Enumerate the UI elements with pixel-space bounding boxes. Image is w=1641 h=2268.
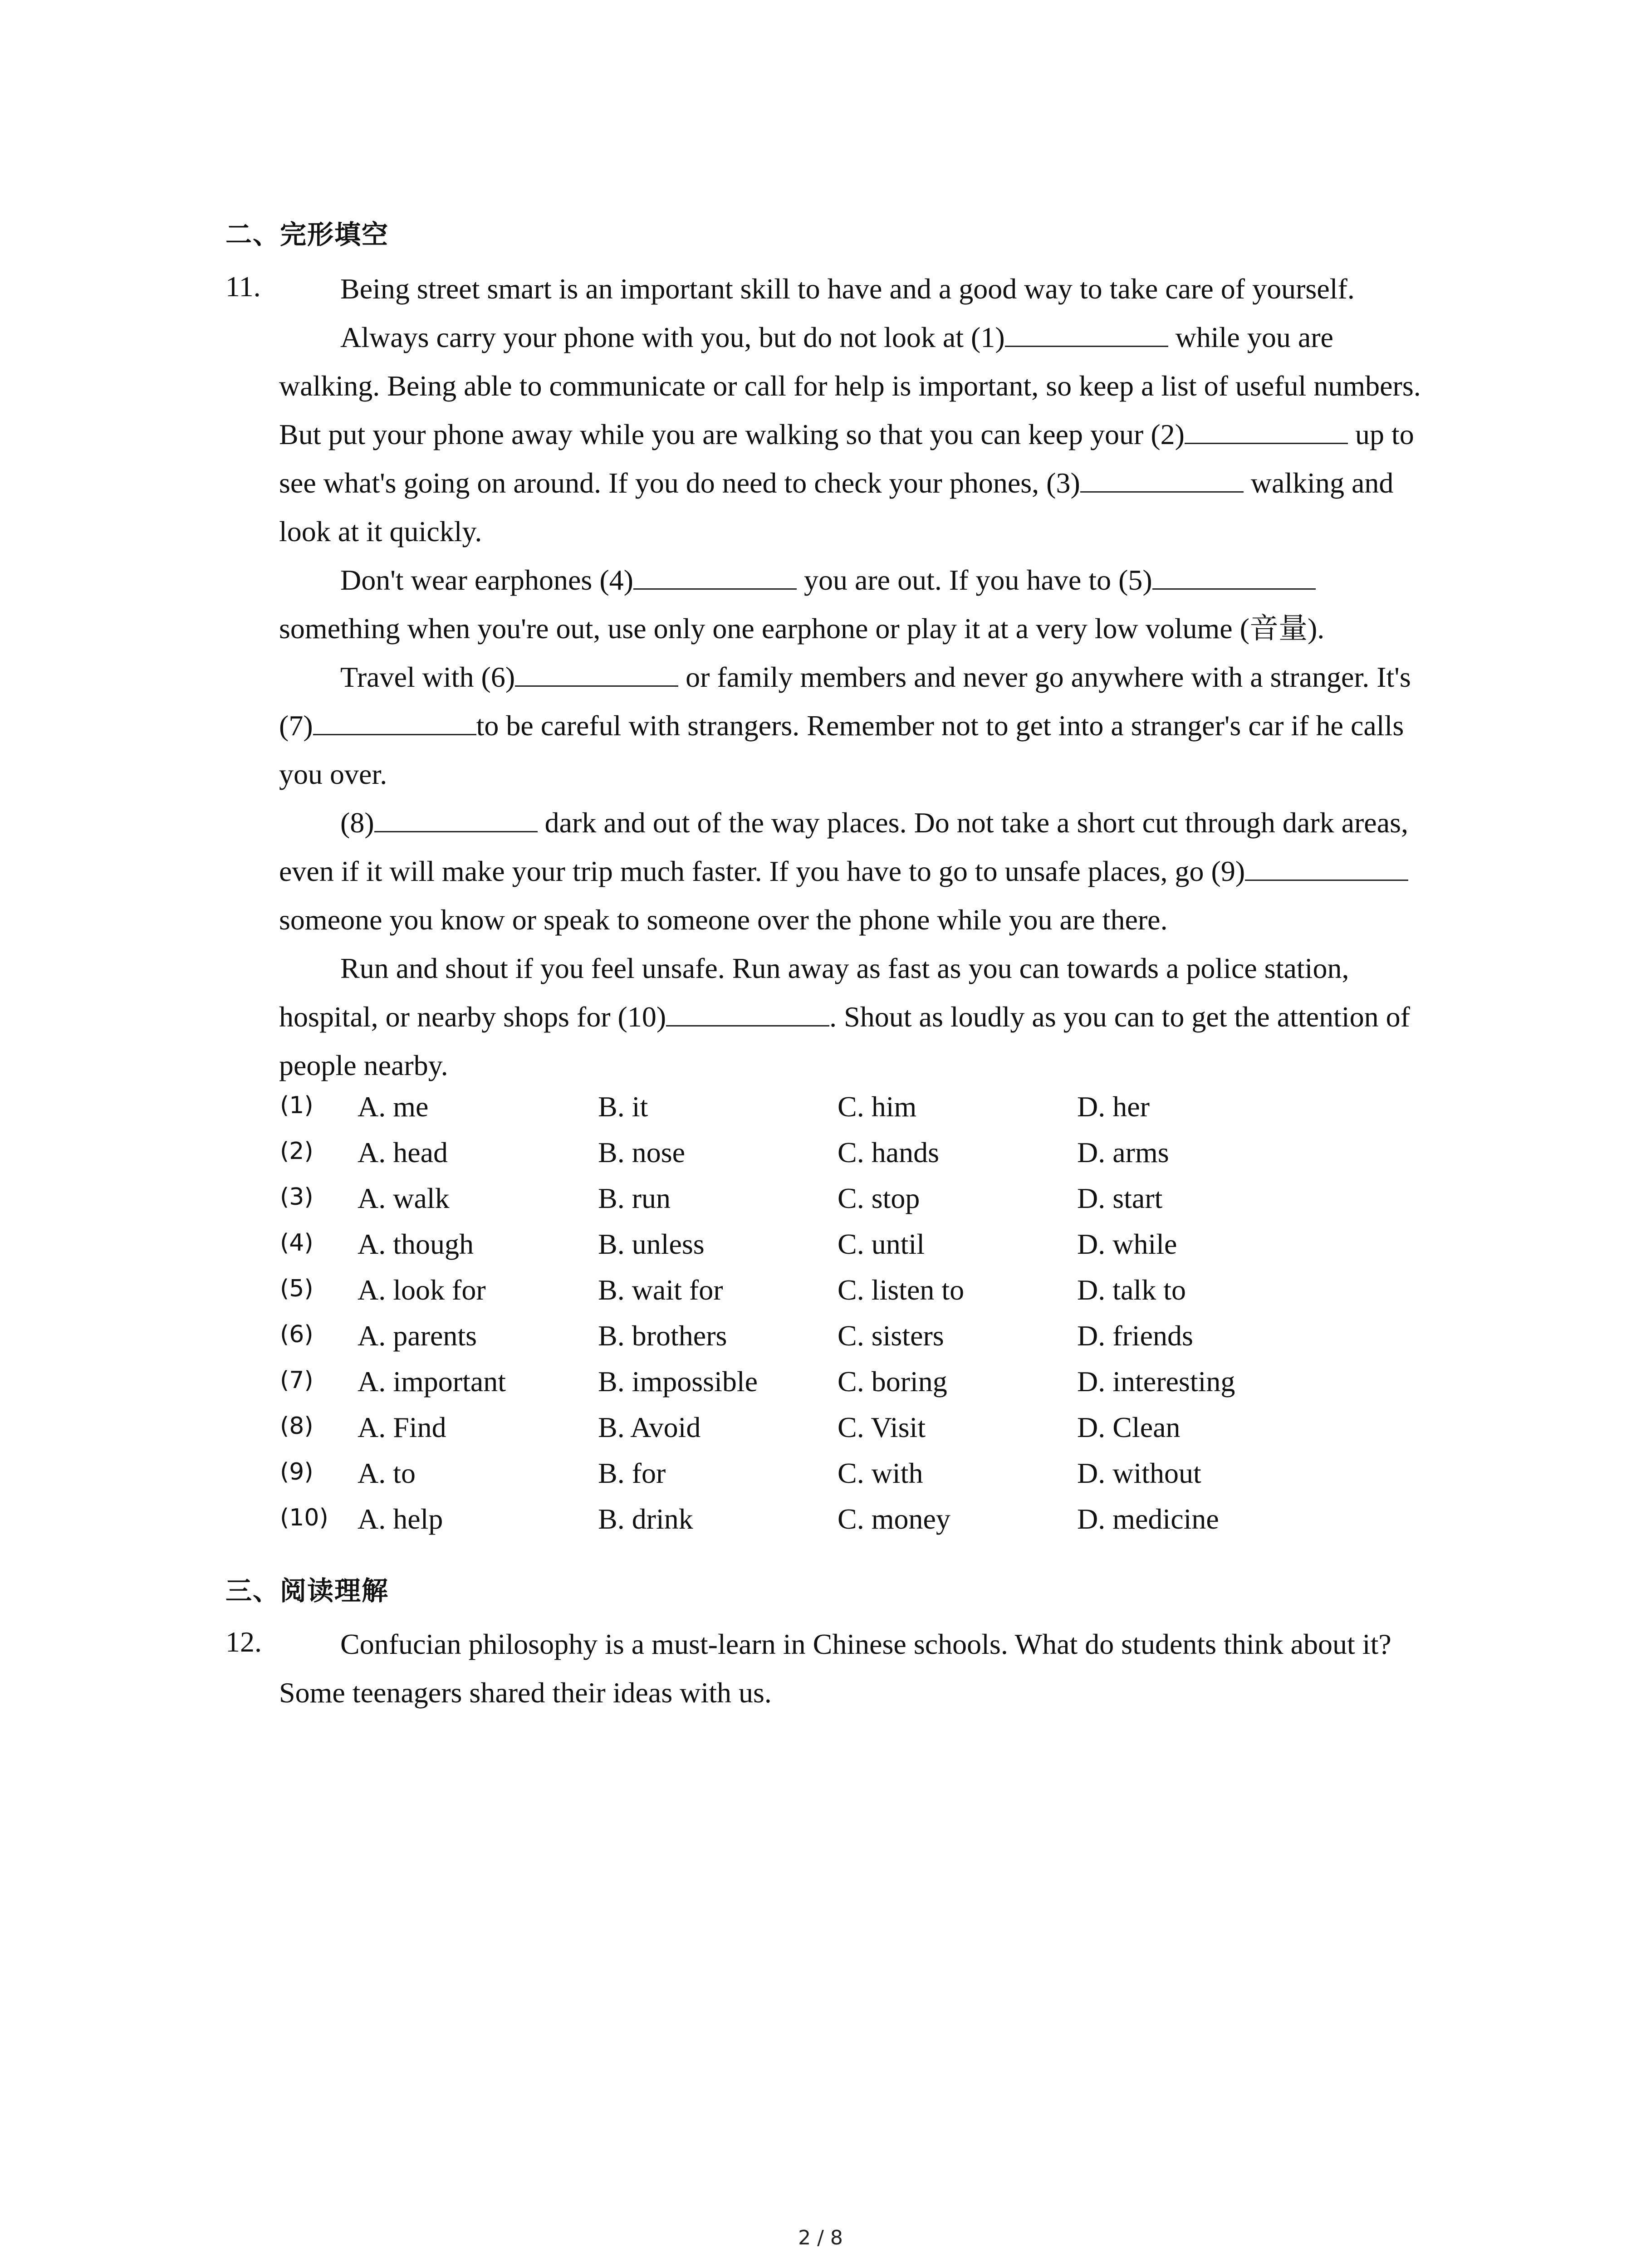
passage-text: to be careful with strangers. Remember not to get into a stranger's car if he calls you over. [279,709,1404,790]
option-row-8 [0,1411,1641,1456]
option-b[interactable]: B. unless [598,1228,705,1260]
answer-blank-9[interactable] [1245,850,1408,881]
passage-text: Always carry your phone with you, but do not look at (1) [340,321,1005,353]
option-d[interactable]: D. talk to [1077,1274,1186,1306]
passage-text: Don't wear earphones (4) [340,564,633,596]
option-number: (3) [280,1183,314,1211]
passage-paragraph-1 [279,264,1440,313]
option-c[interactable]: C. Visit [838,1411,926,1443]
option-row-10 [0,1502,1641,1548]
option-b[interactable]: B. nose [598,1136,685,1168]
answer-blank-6[interactable] [515,655,678,687]
passage-paragraph-3 [279,556,1440,653]
option-c[interactable]: C. with [838,1457,923,1489]
option-row-9 [0,1457,1641,1502]
option-row-5 [0,1273,1641,1319]
passage-text: someone you know or speak to someone over the phone while you are there. [279,904,1168,936]
section-heading-cloze: 二、完形填空 [225,219,389,250]
option-d[interactable]: D. interesting [1077,1365,1235,1398]
option-b[interactable]: B. impossible [598,1365,758,1398]
answer-blank-7[interactable] [313,704,476,735]
option-a[interactable]: A. Find [358,1411,446,1443]
passage-paragraph-6 [279,944,1440,1090]
passage-text: . Shout as loudly as you can to get the attention of people nearby. [279,1001,1410,1081]
option-number: (6) [280,1321,314,1348]
option-b[interactable]: B. for [598,1457,666,1489]
option-c[interactable]: C. stop [838,1182,920,1214]
option-row-6 [0,1319,1641,1364]
option-row-1 [0,1090,1641,1135]
option-number: (9) [280,1458,314,1486]
passage-text: Run and shout if you feel unsafe. Run away as fast as you can towards a police station, hospital, or nearby shops for (10) [279,952,1349,1033]
answer-blank-8[interactable] [374,801,538,832]
option-a[interactable]: A. me [358,1090,429,1123]
option-d[interactable]: D. friends [1077,1320,1193,1352]
passage-paragraph-2 [279,313,1440,556]
page-number: 2 / 8 [798,2226,843,2249]
option-b[interactable]: B. brothers [598,1320,727,1352]
answer-blank-10[interactable] [666,995,829,1026]
passage-text: dark and out of the way places. Do not take a short cut through dark areas, even if it will make your trip much faster. If you have to go to unsafe places, go (9) [279,807,1408,887]
option-a[interactable]: A. to [358,1457,416,1489]
option-row-3 [0,1182,1641,1227]
option-b[interactable]: B. drink [598,1503,693,1535]
option-number: (8) [280,1413,314,1440]
option-a[interactable]: A. walk [358,1182,450,1214]
option-c[interactable]: C. until [838,1228,925,1260]
option-d[interactable]: D. her [1077,1090,1150,1123]
answer-blank-2[interactable] [1185,413,1348,444]
option-b[interactable]: B. wait for [598,1274,723,1306]
answer-blank-1[interactable] [1005,316,1168,347]
passage-text: (8) [340,807,374,839]
passage-text: Being street smart is an important skill to have and a good way to take care of yourself. [340,273,1355,305]
option-number: (4) [280,1229,314,1256]
option-d[interactable]: D. start [1077,1182,1163,1214]
option-d[interactable]: D. Clean [1077,1411,1181,1443]
option-row-4 [0,1227,1641,1273]
option-c[interactable]: C. listen to [838,1274,965,1306]
option-number: (1) [280,1092,314,1119]
option-d[interactable]: D. arms [1077,1136,1169,1168]
passage-text: or family members and never go anywhere with a stranger. It's (7) [279,661,1411,742]
section-heading-reading: 三、阅读理解 [225,1575,389,1606]
option-c[interactable]: C. boring [838,1365,947,1398]
option-c[interactable]: C. him [838,1090,917,1123]
option-row-2 [0,1136,1641,1181]
option-c[interactable]: C. sisters [838,1320,944,1352]
option-row-7 [0,1365,1641,1410]
cloze-passage [279,264,1440,1090]
option-number: (7) [280,1367,314,1394]
answer-blank-3[interactable] [1080,461,1244,493]
passage-paragraph-4 [279,653,1440,798]
option-b[interactable]: B. Avoid [598,1411,701,1443]
passage-text: walking and look at it quickly. [279,467,1394,547]
question-number-11: 11. [225,270,261,303]
option-a[interactable]: A. help [358,1503,443,1535]
option-b[interactable]: B. run [598,1182,671,1214]
option-c[interactable]: C. money [838,1503,950,1535]
option-b[interactable]: B. it [598,1090,648,1123]
option-d[interactable]: D. without [1077,1457,1201,1489]
option-number: (5) [280,1275,314,1302]
option-d[interactable]: D. while [1077,1228,1177,1260]
passage-paragraph-5 [279,798,1440,944]
option-a[interactable]: A. though [358,1228,474,1260]
passage-text: something when you're out, use only one earphone or play it at a very low volume (音量). [279,612,1325,645]
option-a[interactable]: A. head [358,1136,448,1168]
reading-intro [279,1620,1440,1717]
passage-text: while you are walking. Being able to communicate or call for help is important, so keep a list of useful numbers. But put your phone away while you are walking so that you can keep your (2) [279,321,1421,450]
answer-blank-4[interactable] [633,558,797,590]
passage-text: you are out. If you have to (5) [796,564,1152,596]
answer-blank-5[interactable] [1152,558,1316,590]
option-d[interactable]: D. medicine [1077,1503,1219,1535]
passage-text: Travel with (6) [340,661,515,693]
question-number-12: 12. [225,1626,262,1658]
passage-text: up to see what's going on around. If you do need to check your phones, (3) [279,418,1414,499]
option-a[interactable]: A. look for [358,1274,486,1306]
option-number: (10) [280,1504,328,1531]
option-a[interactable]: A. parents [358,1320,477,1352]
reading-intro-paragraph: Confucian philosophy is a must-learn in Chinese schools. What do students think about it?Some teenagers shared their ideas with us. [279,1628,1391,1709]
option-c[interactable]: C. hands [838,1136,939,1168]
option-a[interactable]: A. important [358,1365,506,1398]
option-number: (2) [280,1138,314,1165]
